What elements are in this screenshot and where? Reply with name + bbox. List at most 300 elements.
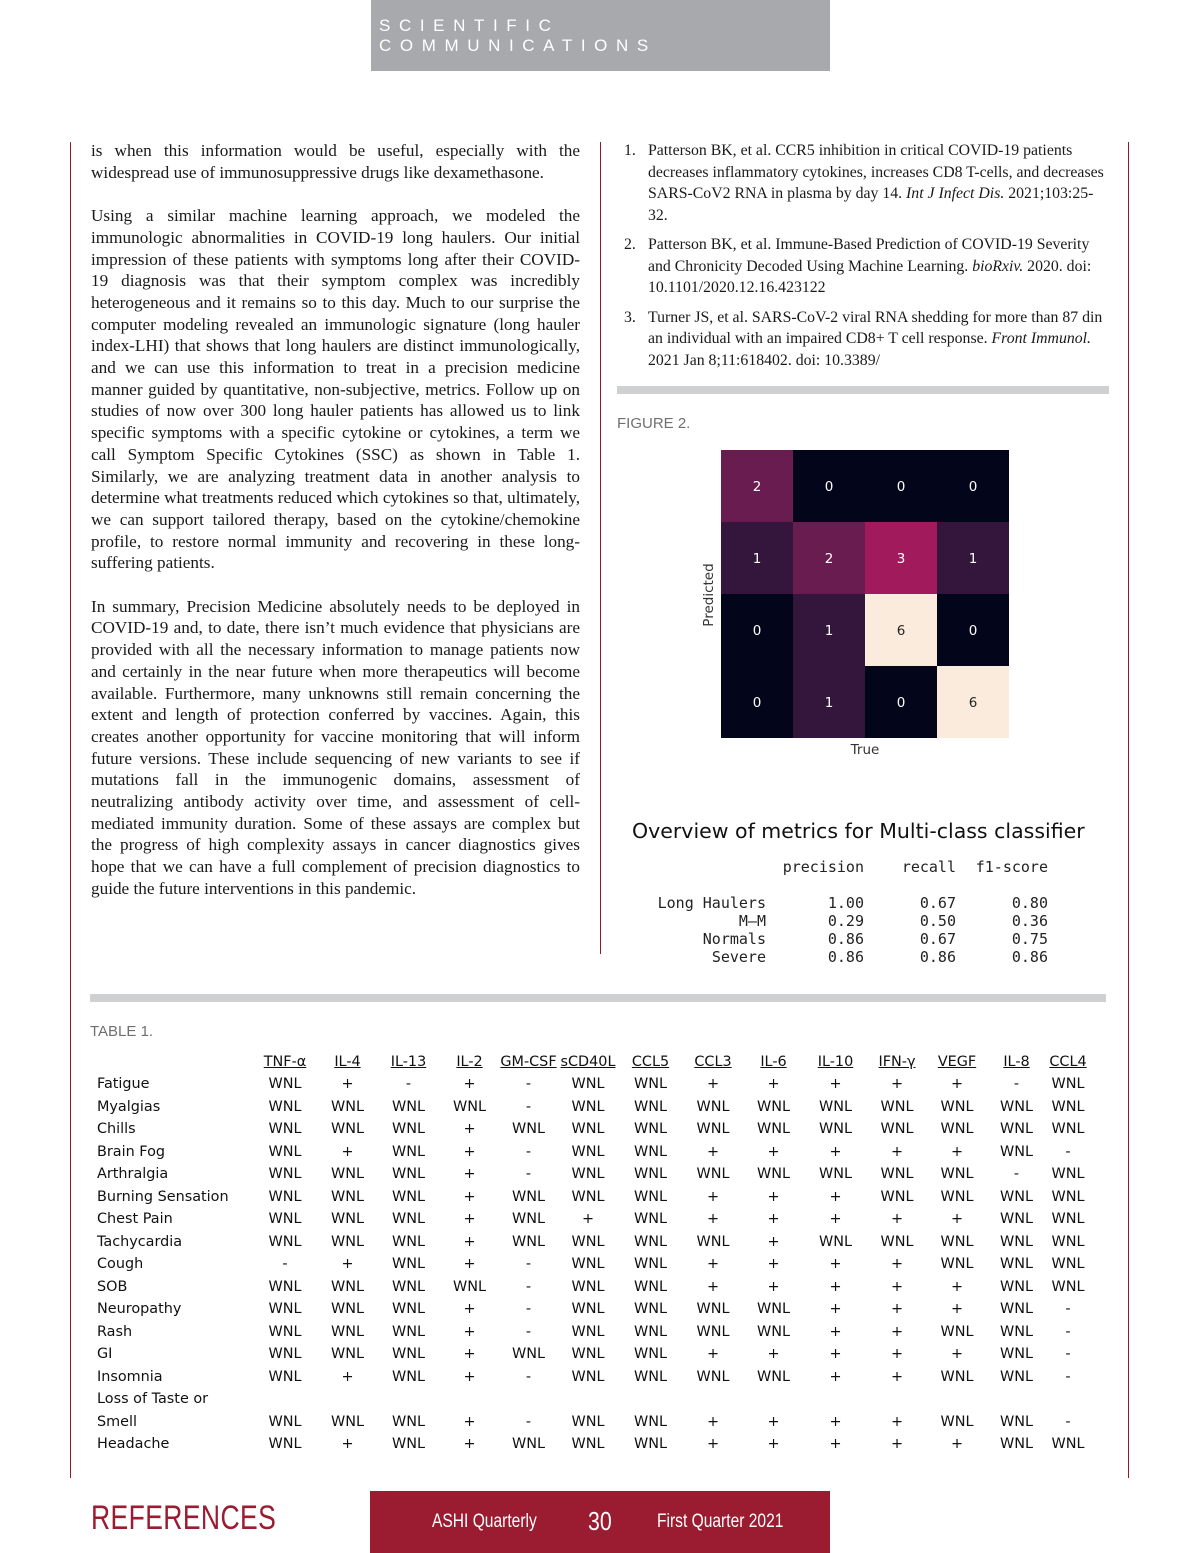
table-cell: + (829, 1143, 842, 1160)
table-cell (252, 1388, 318, 1411)
table-cell: + (706, 1211, 720, 1228)
table-cell: WNL (571, 1278, 605, 1295)
table-cell: + (463, 1188, 476, 1205)
table-cell: WNL (696, 1368, 730, 1385)
table-cell: WNL (696, 1166, 730, 1183)
y-axis-label: Predicted (701, 563, 717, 627)
table-cell (804, 1388, 867, 1411)
table-cell: + (706, 1076, 720, 1093)
table-row (97, 1186, 1090, 1209)
table-cell: WNL (756, 1098, 790, 1115)
table-cell: WNL (391, 1188, 425, 1205)
table-cell: WNL (268, 1346, 302, 1363)
table-cell: WNL (511, 1211, 545, 1228)
table-cell: WNL (940, 1413, 974, 1430)
table-cell: WNL (1051, 1188, 1085, 1205)
table-cell: + (706, 1143, 720, 1160)
symptom-label: Smell (97, 1413, 138, 1430)
table-cell: + (463, 1256, 476, 1273)
table-cell: + (829, 1368, 842, 1385)
column-header: CCL3 (694, 1054, 732, 1070)
table-row (97, 1411, 1090, 1434)
table-cell: WNL (999, 1121, 1033, 1138)
table-cell: WNL (1051, 1256, 1085, 1273)
column-header: IL-4 (334, 1054, 361, 1070)
table-cell: WNL (268, 1301, 302, 1318)
table-cell: WNL (571, 1076, 605, 1093)
metrics-value: 0.67 (919, 894, 956, 912)
metrics-value: 0.80 (1011, 894, 1048, 912)
table-cell: WNL (330, 1323, 364, 1340)
reference-text: Patterson BK, et al. Immune-Based Prediction of COVID-19 Severity and Chronicity Decoded Using Machine Learning. (648, 236, 1090, 275)
heatmap-cell-label: 6 (968, 695, 978, 711)
table-cell: WNL (330, 1166, 364, 1183)
table-cell: WNL (391, 1256, 425, 1273)
table-cell (558, 1388, 618, 1411)
footer-band (370, 1491, 830, 1553)
table-cell: WNL (818, 1166, 852, 1183)
metrics-header: precision (782, 858, 864, 876)
metrics-value: 0.86 (919, 948, 956, 966)
symptom-label: Loss of Taste or (97, 1391, 209, 1408)
reference-tail: 2020. doi: 10.1101/2020.12.16.423122 (648, 257, 1092, 296)
table-cell: WNL (633, 1211, 667, 1228)
metrics-value: 0.50 (919, 912, 956, 930)
table-cell: + (829, 1413, 842, 1430)
table-cell: WNL (999, 1256, 1033, 1273)
table-cell: WNL (268, 1368, 302, 1385)
table-cell: + (950, 1346, 964, 1363)
table-cell: WNL (268, 1413, 302, 1430)
table-cell: WNL (391, 1368, 425, 1385)
table-cell: + (950, 1301, 964, 1318)
table-cell: WNL (511, 1436, 545, 1453)
table-cell: WNL (818, 1121, 852, 1138)
table-cell: WNL (268, 1076, 302, 1093)
metrics-value: 0.86 (1011, 948, 1048, 966)
table-row (97, 1096, 1090, 1119)
table-cell: WNL (633, 1076, 667, 1093)
table-cell: WNL (391, 1233, 425, 1250)
table-cell: WNL (633, 1256, 667, 1273)
table-cell: WNL (268, 1436, 302, 1453)
metrics-row (630, 948, 1048, 966)
table-cell: WNL (999, 1188, 1033, 1205)
metrics-header: f1-score (975, 858, 1048, 876)
table-cell: + (829, 1278, 842, 1295)
table-cell: WNL (571, 1233, 605, 1250)
table-cell: WNL (452, 1278, 486, 1295)
table-cell: WNL (511, 1346, 545, 1363)
table-cell: WNL (571, 1301, 605, 1318)
metrics-row (630, 930, 1048, 948)
metrics-header: recall (901, 858, 956, 876)
heatmap-cell-label: 1 (824, 623, 834, 639)
table-cell: WNL (880, 1121, 914, 1138)
table-cell: WNL (633, 1121, 667, 1138)
metrics-row (630, 894, 1048, 912)
column-header: IL-8 (1003, 1054, 1030, 1070)
table-cell: WNL (268, 1166, 302, 1183)
table-cell: + (706, 1188, 720, 1205)
table-cell: + (829, 1076, 842, 1093)
column-divider-center (600, 142, 601, 954)
table-cell: WNL (880, 1166, 914, 1183)
column-header: GM-CSF (500, 1054, 557, 1070)
table-cell: - (1065, 1301, 1071, 1318)
table-cell: WNL (1051, 1278, 1085, 1295)
table-cell: WNL (571, 1323, 605, 1340)
symptom-label: Cough (97, 1256, 144, 1273)
table-cell: WNL (940, 1233, 974, 1250)
table-cell: - (525, 1076, 532, 1093)
table-cell: WNL (268, 1121, 302, 1138)
table-cell: + (767, 1346, 780, 1363)
table-cell: + (341, 1076, 354, 1093)
symptom-label: Myalgias (97, 1098, 161, 1115)
reference-item (621, 234, 1111, 299)
table-cell (987, 1388, 1046, 1411)
table-row (97, 1433, 1090, 1456)
table-cell: WNL (511, 1121, 545, 1138)
reference-list (621, 140, 1111, 379)
table-cell: WNL (999, 1098, 1033, 1115)
table-cell: + (950, 1211, 964, 1228)
body-paragraph: Using a similar machine learning approach, we modeled the immunologic abnormalities in COVID-19 long haulers. Our initial impression of these patients with symptoms long after their COVID-19 diagnosis was that their symptom complex was incredibly heterogeneous and it remains so to this day. Much to our surprise the computer modeling revealed an immunologic signature (long hauler index-LHI) that shows that long haulers are distinct immunologically, and we can use this information to treat in a precision medicine manner guided by quantitative, non-subjective, metrics. Follow up on studies of now over 300 long hauler patients has allowed us to link specific symptoms with a specific cytokine or cytokines, a term we call Symptom Specific Cytokines (SSC) as shown in Table 1. Similarly, we are analyzing treatment data in another analysis to determine what treatments reduced which cytokines so that, ultimately, we can support tailored therapy, based on the cytokine/chemokine profile, to restore normal immunity and recovering in these long-suffering patients. (91, 206, 580, 573)
reference-item (621, 140, 1111, 226)
table-cell: WNL (571, 1413, 605, 1430)
metrics-value: 0.29 (827, 912, 864, 930)
table-cell: + (706, 1278, 720, 1295)
table-cell: WNL (571, 1368, 605, 1385)
table-cell: WNL (571, 1256, 605, 1273)
symptom-label: GI (97, 1346, 113, 1363)
table-cell: + (706, 1436, 720, 1453)
metrics-value: 0.86 (827, 930, 864, 948)
column-header: IL-2 (456, 1054, 483, 1070)
page-number: 30 (588, 1506, 612, 1536)
symptom-label: Rash (97, 1323, 133, 1340)
table-cell: WNL (571, 1121, 605, 1138)
table-row (97, 1253, 1090, 1276)
symptom-label: Brain Fog (97, 1143, 166, 1160)
table-cell: WNL (880, 1233, 914, 1250)
table-row (97, 1298, 1090, 1321)
table-cell: WNL (696, 1233, 730, 1250)
reference-journal: bioRxiv. (972, 257, 1024, 275)
metrics-value: 0.75 (1011, 930, 1048, 948)
metrics-label: M–M (738, 912, 766, 930)
table-cell: + (463, 1413, 476, 1430)
table-cell: - (1013, 1076, 1020, 1093)
table-cell: + (829, 1211, 842, 1228)
table-cell: + (950, 1278, 964, 1295)
table-cell: WNL (818, 1233, 852, 1250)
table-cell: WNL (268, 1278, 302, 1295)
table-cell: WNL (999, 1301, 1033, 1318)
column-header: IL-13 (390, 1054, 427, 1070)
table-cell: + (890, 1143, 904, 1160)
table-cell: WNL (818, 1098, 852, 1115)
heatmap-cell-label: 0 (896, 695, 906, 711)
heatmap-cell-label: 1 (752, 551, 762, 567)
table-cell: - (1065, 1368, 1071, 1385)
symptom-label: Chills (97, 1121, 136, 1138)
reference-text: Turner JS, et al. SARS-CoV-2 viral RNA shedding for more than 87 din an individual with an impaired CD8+ T cell response. (648, 308, 1103, 347)
heatmap-cell-label: 2 (752, 479, 762, 495)
table-row (97, 1141, 1090, 1164)
metrics-value: 0.67 (919, 930, 956, 948)
table-cell (377, 1388, 440, 1411)
table-cell: WNL (268, 1188, 302, 1205)
reference-number: 1. (624, 142, 636, 159)
table-cell: WNL (391, 1323, 425, 1340)
metrics-value: 0.86 (827, 948, 864, 966)
table-cell: + (463, 1211, 476, 1228)
table-cell: WNL (391, 1211, 425, 1228)
metrics-table (630, 858, 1048, 966)
table-cell: WNL (940, 1188, 974, 1205)
table-cell: WNL (268, 1233, 302, 1250)
table-cell: + (890, 1211, 904, 1228)
table-cell: WNL (1051, 1166, 1085, 1183)
table-cell: - (1065, 1323, 1071, 1340)
metrics-title: Overview of metrics for Multi-class classifier (632, 819, 1085, 843)
section-header (371, 0, 830, 71)
table-cell: + (890, 1301, 904, 1318)
table-cell: WNL (696, 1121, 730, 1138)
metrics-label: Long Haulers (657, 894, 766, 912)
table-cell: WNL (633, 1188, 667, 1205)
table-cell: WNL (330, 1188, 364, 1205)
table-cell: WNL (633, 1413, 667, 1430)
table-cell: - (525, 1301, 532, 1318)
table-caption: TABLE 1. (90, 1023, 154, 1040)
reference-number: 2. (624, 236, 636, 253)
symptom-cytokine-table (97, 1051, 1090, 1456)
table-cell: - (1013, 1166, 1020, 1183)
table-cell: WNL (391, 1413, 425, 1430)
table-cell: + (829, 1188, 842, 1205)
table-cell: - (525, 1256, 532, 1273)
table-cell (618, 1388, 683, 1411)
table-cell: - (525, 1278, 532, 1295)
body-paragraph: In summary, Precision Medicine absolutely needs to be deployed in COVID-19 and, to date, there isn’t much evidence that physicians are provided with all the necessary information to manage patients now and certainly in the near future when more therapeutics will become available. Furthermore, many unknowns still remain concerning the extent and length of protection conferred by vaccines. Again, this creates another opportunity for vaccine monitoring that will inform future versions. These include sequencing of new variants to see if mutations fall in the immunogenic domains, assessment of neutralizing antibody activity over time, and assessment of cell-mediated immunity duration. Some of these assays are complex but the progress of high complexity assays in cancer diagnostics gives hope that we can have a full complement of precision diagnostics to guide the future interventions in this pandemic. (91, 596, 580, 898)
table-cell: WNL (571, 1346, 605, 1363)
table-cell: WNL (571, 1188, 605, 1205)
table-cell: - (525, 1368, 532, 1385)
table-cell: + (463, 1233, 476, 1250)
heatmap-cell-label: 0 (752, 695, 762, 711)
table-cell: + (890, 1413, 904, 1430)
table-cell: + (767, 1436, 780, 1453)
metrics-label: Severe (711, 948, 766, 966)
table-cell: + (463, 1368, 476, 1385)
table-cell: WNL (330, 1278, 364, 1295)
table-cell: WNL (999, 1436, 1033, 1453)
table-cell: - (1065, 1143, 1071, 1160)
references-heading: REFERENCES (91, 1499, 277, 1537)
table-cell: WNL (391, 1436, 425, 1453)
reference-number: 3. (624, 308, 636, 326)
table-cell: WNL (999, 1323, 1033, 1340)
metrics-value: 0.36 (1011, 912, 1048, 930)
table-cell: + (890, 1346, 904, 1363)
reference-item (621, 307, 1111, 372)
heatmap-cell-label: 2 (824, 551, 834, 567)
table-cell: WNL (999, 1278, 1033, 1295)
table-row (97, 1343, 1090, 1366)
section-title: SCIENTIFIC COMMUNICATIONS (379, 15, 657, 55)
table-cell: WNL (633, 1098, 667, 1115)
table-cell: + (706, 1256, 720, 1273)
table-cell: + (463, 1346, 476, 1363)
section-rule (617, 386, 1109, 394)
reference-tail: 2021;103:25-32. (648, 185, 1094, 224)
x-axis-label: True (850, 742, 880, 758)
table-cell: + (767, 1188, 780, 1205)
table-row (97, 1118, 1090, 1141)
table-cell: + (950, 1436, 964, 1453)
table-cell: WNL (1051, 1121, 1085, 1138)
table-cell: - (525, 1413, 532, 1430)
table-corner-cell (97, 1051, 252, 1073)
table-cell (1046, 1388, 1090, 1411)
column-header: VEGF (937, 1054, 977, 1070)
heatmap-cell-label: 1 (824, 695, 834, 711)
table-row (97, 1321, 1090, 1344)
heatmap-cell-label: 6 (896, 623, 906, 639)
table-row (97, 1366, 1090, 1389)
table-cell: + (767, 1278, 780, 1295)
table-cell: WNL (756, 1323, 790, 1340)
table-cell: WNL (633, 1323, 667, 1340)
column-header: TNF-α (263, 1054, 307, 1070)
symptom-label: Fatigue (97, 1076, 150, 1093)
table-cell: WNL (999, 1368, 1033, 1385)
table-cell: WNL (999, 1413, 1033, 1430)
table-cell: WNL (268, 1323, 302, 1340)
column-header: CCL5 (631, 1054, 670, 1070)
table-cell: WNL (1051, 1233, 1085, 1250)
table-cell: WNL (1051, 1211, 1085, 1228)
table-cell: WNL (696, 1301, 730, 1318)
reference-journal: Int J Infect Dis. (906, 185, 1005, 202)
symptom-label: SOB (97, 1278, 128, 1295)
column-divider-left (70, 142, 71, 1478)
table-cell: + (950, 1076, 964, 1093)
table-cell: - (1065, 1346, 1071, 1363)
table-cell: WNL (633, 1233, 667, 1250)
table-cell: + (767, 1211, 780, 1228)
table-cell: + (767, 1076, 780, 1093)
table-cell: WNL (571, 1166, 605, 1183)
table-cell: WNL (452, 1098, 486, 1115)
table-cell: WNL (268, 1143, 302, 1160)
heatmap-cell-label: 0 (824, 479, 834, 495)
table-cell: - (525, 1143, 532, 1160)
metrics-label: Normals (702, 930, 766, 948)
symptom-label: Headache (97, 1436, 170, 1453)
table-cell: WNL (633, 1346, 667, 1363)
table-row (97, 1208, 1090, 1231)
table-row (97, 1388, 1090, 1411)
table-cell: - (525, 1098, 532, 1115)
table-cell: WNL (391, 1166, 425, 1183)
heatmap-cell-label: 0 (752, 623, 762, 639)
table-cell: WNL (756, 1368, 790, 1385)
table-cell: + (890, 1368, 904, 1385)
table-cell: WNL (1051, 1098, 1085, 1115)
issue-date: First Quarter 2021 (657, 1511, 784, 1532)
table-cell: WNL (571, 1143, 605, 1160)
table-cell: WNL (391, 1301, 425, 1318)
table-cell: WNL (880, 1098, 914, 1115)
table-cell: WNL (268, 1211, 302, 1228)
figure-caption: FIGURE 2. (617, 415, 691, 432)
table-cell: WNL (330, 1098, 364, 1115)
table-cell (499, 1388, 558, 1411)
table-cell: WNL (1051, 1436, 1085, 1453)
table-cell: + (890, 1323, 904, 1340)
table-cell: + (463, 1323, 476, 1340)
symptom-label: Tachycardia (97, 1233, 183, 1250)
table-row (97, 1073, 1090, 1096)
table-cell: WNL (391, 1098, 425, 1115)
table-cell: + (463, 1143, 476, 1160)
table-cell: WNL (940, 1166, 974, 1183)
table-cell: + (706, 1346, 720, 1363)
symptom-label: Neuropathy (97, 1301, 182, 1318)
table-cell: + (829, 1301, 842, 1318)
table-cell: WNL (571, 1098, 605, 1115)
table-cell: WNL (940, 1256, 974, 1273)
table-cell: - (405, 1076, 412, 1093)
table-cell (927, 1388, 987, 1411)
table-cell: WNL (940, 1323, 974, 1340)
heatmap-cell-label: 0 (968, 623, 978, 639)
table-cell: WNL (391, 1278, 425, 1295)
body-paragraph: is when this information would be useful, especially with the widespread use of immunosuppressive drugs like dexamethasone. (91, 141, 580, 182)
table-cell: + (767, 1256, 780, 1273)
heatmap-cell-label: 0 (968, 479, 978, 495)
reference-text: Patterson BK, et al. CCR5 inhibition in critical COVID-19 patients decreases inflammatory cytokines, increases CD8 T-cells, and decreases SARS-CoV2 RNA in plasma by day 14. (648, 142, 1104, 202)
table-cell: + (829, 1436, 842, 1453)
table-cell: + (890, 1256, 904, 1273)
table-cell (683, 1388, 743, 1411)
table-cell: + (890, 1278, 904, 1295)
symptom-label: Burning Sensation (97, 1188, 229, 1205)
table-cell (867, 1388, 927, 1411)
table-cell: + (767, 1143, 780, 1160)
section-rule (90, 994, 1106, 1002)
table-cell: + (829, 1346, 842, 1363)
table-cell: + (950, 1143, 964, 1160)
table-cell: WNL (999, 1143, 1033, 1160)
reference-tail: 2021 Jan 8;11:618402. doi: 10.3389/ (648, 351, 880, 369)
table-cell: + (890, 1076, 904, 1093)
column-divider-right (1128, 142, 1129, 1478)
table-cell: - (525, 1166, 532, 1183)
table-cell: WNL (391, 1346, 425, 1363)
table-cell: + (463, 1166, 476, 1183)
table-row (97, 1231, 1090, 1254)
metrics-value: 1.00 (827, 894, 864, 912)
table-cell: - (282, 1256, 288, 1273)
table-cell: WNL (880, 1188, 914, 1205)
table-cell: + (767, 1233, 780, 1250)
symptom-label: Chest Pain (97, 1211, 173, 1228)
